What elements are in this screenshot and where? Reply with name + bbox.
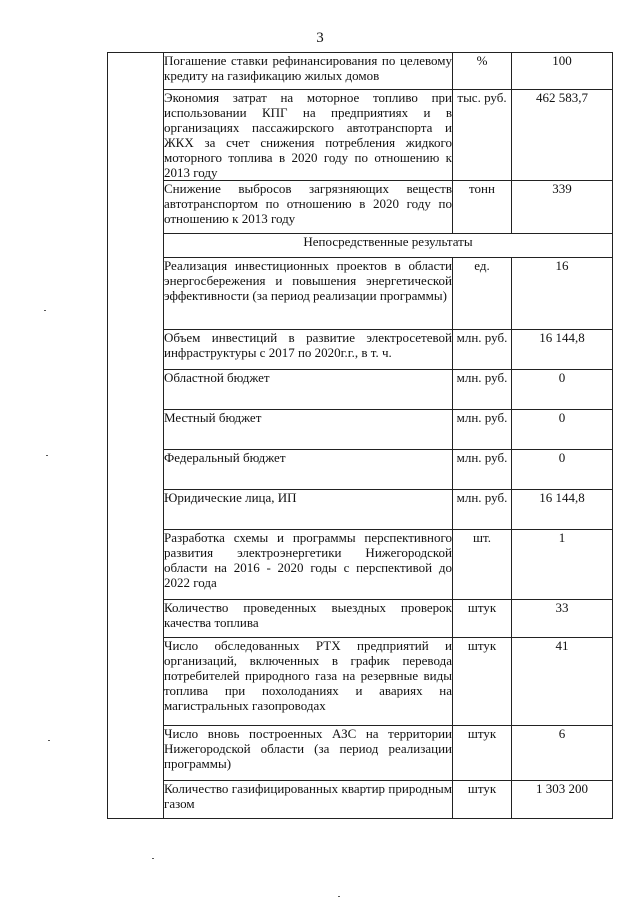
scan-speck [46, 455, 48, 456]
value-cell: 6 [512, 726, 613, 781]
unit-cell: штук [453, 781, 512, 819]
indicator-cell: Объем инвестиций в развитие электросетевой инфраструктуры с 2017 по 2020г.г., в т. ч. [164, 330, 453, 370]
value-cell: 0 [512, 410, 613, 450]
indicator-cell: Число вновь построенных АЗС на территории Нижегородской области (за период реализации программы) [164, 726, 453, 781]
table-row [108, 410, 613, 450]
value-cell: 100 [512, 53, 613, 90]
value-cell: 1 303 200 [512, 781, 613, 819]
indicator-cell: Юридические лица, ИП [164, 490, 453, 530]
indicator-cell: Федеральный бюджет [164, 450, 453, 490]
unit-cell: ед. [453, 258, 512, 330]
unit-cell: млн. руб. [453, 450, 512, 490]
scan-speck [152, 858, 154, 859]
indicator-cell: Разработка схемы и программы перспективного развития электроэнергетики Нижегородской области на 2016 - 2020 годы с перспективой до 2022 года [164, 530, 453, 600]
indicator-cell: Реализация инвестиционных проектов в области энергосбережения и повышения энергетической эффективности (за период реализации программы) [164, 258, 453, 330]
unit-cell: млн. руб. [453, 370, 512, 410]
value-cell: 0 [512, 370, 613, 410]
unit-cell: % [453, 53, 512, 90]
table-row [108, 330, 613, 370]
scan-speck [48, 740, 50, 741]
indicator-cell: Областной бюджет [164, 370, 453, 410]
value-cell: 16 [512, 258, 613, 330]
table-row [108, 600, 613, 638]
unit-cell: штук [453, 600, 512, 638]
value-cell: 16 144,8 [512, 330, 613, 370]
value-cell: 41 [512, 638, 613, 726]
blank-cell [108, 53, 164, 819]
unit-cell: тонн [453, 181, 512, 234]
section-title: Непосредственные результаты [164, 234, 613, 258]
unit-cell: млн. руб. [453, 490, 512, 530]
unit-cell: млн. руб. [453, 410, 512, 450]
indicator-cell: Количество газифицированных квартир природным газом [164, 781, 453, 819]
value-cell: 33 [512, 600, 613, 638]
scan-speck [44, 310, 46, 311]
value-cell: 462 583,7 [512, 90, 613, 181]
indicators-table [107, 52, 613, 819]
unit-cell: шт. [453, 530, 512, 600]
table-row [108, 450, 613, 490]
unit-cell: штук [453, 638, 512, 726]
table-row [108, 370, 613, 410]
value-cell: 1 [512, 530, 613, 600]
page-number: 3 [316, 30, 324, 46]
table-row [108, 490, 613, 530]
table-row [108, 258, 613, 330]
indicator-cell: Количество проведенных выездных проверок качества топлива [164, 600, 453, 638]
table-row [108, 726, 613, 781]
table-row [108, 90, 613, 181]
section-row [108, 234, 613, 258]
unit-cell: штук [453, 726, 512, 781]
indicator-cell: Экономия затрат на моторное топливо при использовании КПГ на предприятиях и в организациях пассажирского автотранспорта и ЖКХ за счет снижения потребления жидкого моторного топлива в 2020 году по отношению к 2013 году [164, 90, 452, 180]
table-row [108, 781, 613, 819]
value-cell: 339 [512, 181, 613, 234]
table-row [108, 530, 613, 600]
value-cell: 16 144,8 [512, 490, 613, 530]
table-row [108, 638, 613, 726]
indicator-cell: Снижение выбросов загрязняющих веществ автотранспортом по отношению в 2020 году по отношению к 2013 году [164, 181, 453, 234]
indicator-cell: Число обследованных РТХ предприятий и организаций, включенных в график перевода потребителей природного газа на резервные виды топлива при похолоданиях и авариях на магистральных газопроводах [164, 638, 453, 726]
table-row [108, 181, 613, 234]
scan-speck [338, 896, 340, 897]
indicator-cell: Погашение ставки рефинансирования по целевому кредиту на газификацию жилых домов [164, 53, 453, 90]
table-row [108, 53, 613, 90]
value-cell: 0 [512, 450, 613, 490]
indicator-cell: Местный бюджет [164, 410, 453, 450]
unit-cell: тыс. руб. [453, 90, 512, 181]
unit-cell: млн. руб. [453, 330, 512, 370]
